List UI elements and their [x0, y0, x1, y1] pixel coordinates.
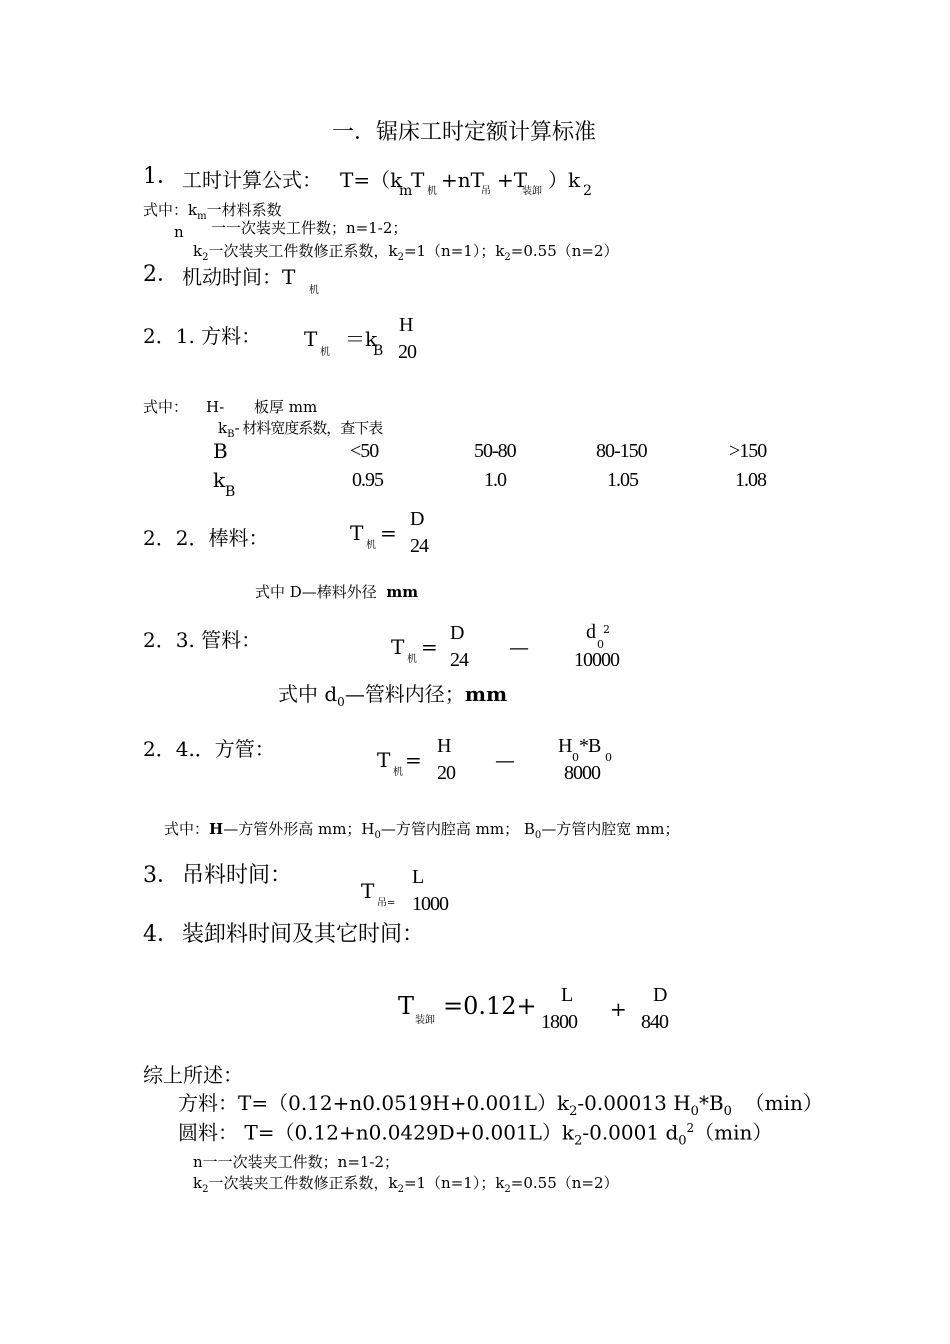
section-3-label: 吊料时间：: [182, 863, 293, 888]
note-round-bar: 式中 D—棒料外径 mm: [255, 583, 419, 601]
table-cell: <50: [350, 440, 379, 462]
section-4-number: 4．: [143, 922, 179, 947]
section-2-sub: 机: [309, 285, 319, 296]
table-cell: 1.05: [607, 469, 638, 491]
table-cell: 50-80: [474, 440, 516, 462]
summary-k2: $k_2$一次装夹工件数修正系数，$k_2=1(n=1)$；$k_2=0.55(n=2)$: [193, 1174, 619, 1195]
where-H: H-: [206, 398, 225, 416]
section-1-label: 工时计算公式：: [182, 168, 322, 192]
section-3-number: 3．: [143, 863, 179, 888]
section-2-label: 机动时间：T: [182, 265, 296, 289]
table-row-label: B: [213, 439, 228, 463]
table-cell: 0.95: [352, 469, 383, 491]
where-H-desc: 板厚 mm: [254, 398, 318, 416]
table-row-label: k: [213, 468, 226, 492]
where-n-label: n: [174, 223, 184, 241]
table-cell: 80-150: [596, 440, 647, 462]
where-kB: $k_B-$ 材料宽度系数，查下表: [218, 419, 383, 440]
summary-round: 圆料： $T=(0.12+n0.0429D+0.001L)k_2-0.0001$ $d_0^2(\min)$: [178, 1120, 773, 1149]
table-cell: >150: [729, 440, 767, 462]
note-pipe: 式中 $d_0—$管料内径；mm: [278, 682, 508, 709]
summary-title: 综上所述：: [143, 1063, 243, 1087]
note-square-tube: 式中：H—方管外形高 mm；$H_0—$方管内腔高 mm； $B_0—$方管内腔宽 mm；: [164, 820, 680, 841]
summary-square: 方料：$T=(0.12+n0.0519H+0.001L)k_2-0.00013$ $H_0*B_0$ （min）: [178, 1091, 823, 1119]
table-cell: 1.08: [735, 469, 766, 491]
where-prefix-2-1: 式中：: [143, 398, 189, 416]
where-km: 式中：$k_m$一材料系数: [143, 201, 282, 222]
section-2-1-label: 2．1. 方料：: [143, 324, 262, 348]
where-k2: $k_2$一次装夹工件数修正系数，$k_2=1(n=1)$；$k_2=0.55(n=2)$: [193, 242, 619, 263]
section-4-label: 装卸料时间及其它时间：: [182, 922, 425, 947]
section-2-4-label: 2．4.．方管：: [143, 737, 275, 761]
section-2-3-label: 2．3. 管料：: [143, 628, 262, 652]
table-cell: 1.0: [484, 469, 506, 491]
table-row-label-sub: B: [225, 484, 236, 500]
section-1-number: 1．: [143, 164, 179, 189]
page-title: 一．锯床工时定额计算标准: [332, 120, 597, 145]
summary-n: n一一次装夹工件数；n=1-2；: [193, 1153, 400, 1171]
where-n-desc: 一一次装夹工件数；n=1-2；: [211, 219, 408, 237]
section-2-2-label: 2．2．棒料：: [143, 526, 269, 550]
section-2-number: 2．: [143, 262, 179, 287]
